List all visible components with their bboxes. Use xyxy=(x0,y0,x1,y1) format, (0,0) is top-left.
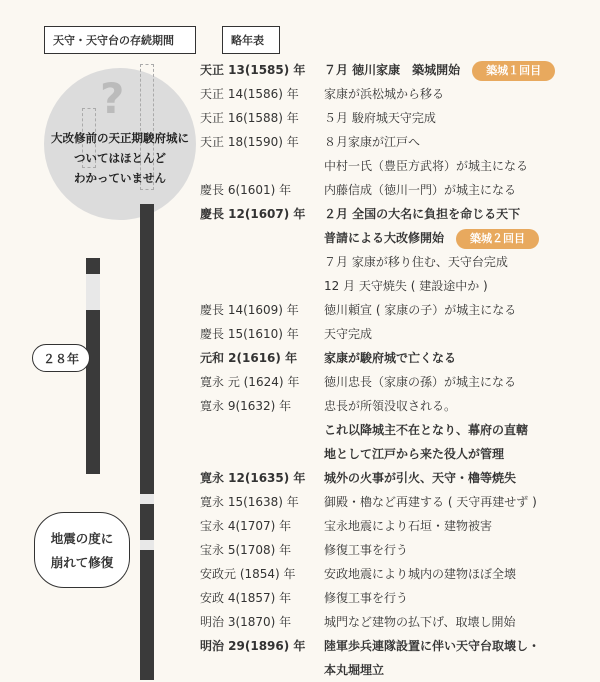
event-text xyxy=(324,178,516,202)
duration-label: ２８年 xyxy=(32,344,90,372)
timeline-row xyxy=(200,298,600,322)
event-text xyxy=(324,418,528,442)
event-text xyxy=(324,610,516,634)
bar-gap xyxy=(140,540,154,550)
timeline-row xyxy=(200,562,600,586)
event-label: 中村一氏（豊臣方武将）が城主になる xyxy=(324,159,529,173)
event-label: 本丸堀埋立 xyxy=(324,663,385,677)
era-date: 寛永 9(1632) 年 xyxy=(200,399,292,413)
event-label: ２月 全国の大名に負担を命じる天下 xyxy=(324,207,521,221)
timeline-row xyxy=(200,202,600,226)
event-label: 12 月 天守焼失 ( 建設途中か ) xyxy=(324,279,488,293)
era-date: 慶長 12(1607) 年 xyxy=(200,207,306,221)
event-text xyxy=(324,154,528,178)
era-date: 天正 16(1588) 年 xyxy=(200,111,299,125)
timeline-row xyxy=(200,58,600,82)
event-text xyxy=(324,202,520,226)
event-text xyxy=(324,106,436,130)
event-text xyxy=(324,490,537,514)
era-date: 天正 14(1586) 年 xyxy=(200,87,299,101)
tower-base-duration-bar xyxy=(140,204,154,680)
event-label: 修復工事を行う xyxy=(324,591,409,605)
chronology-header: 略年表 xyxy=(222,26,280,54)
era-date: 慶長 15(1610) 年 xyxy=(200,327,299,341)
era-date: 元和 2(1616) 年 xyxy=(200,351,298,365)
era-date: 明治 3(1870) 年 xyxy=(200,615,292,629)
event-label: ５月 駿府城天守完成 xyxy=(324,111,436,125)
timeline-row xyxy=(200,418,600,442)
event-label: 徳川頼宣 ( 家康の子）が城主になる xyxy=(324,303,517,317)
timeline-row xyxy=(200,82,600,106)
event-text xyxy=(324,130,420,154)
event-text xyxy=(324,514,492,538)
event-label: 御殿・櫓など再建する ( 天守再建せず ) xyxy=(324,495,537,509)
event-text xyxy=(324,394,456,418)
timeline-row xyxy=(200,394,600,418)
event-text xyxy=(324,466,516,490)
period-header: 天守・天守台の存続期間 xyxy=(44,26,196,54)
timeline-row xyxy=(200,178,600,202)
event-label: ８月家康が江戸へ xyxy=(324,135,421,149)
timeline-row xyxy=(200,346,600,370)
event-label: 地として江戸から来た役人が管理 xyxy=(324,447,505,461)
event-text xyxy=(324,226,539,250)
timeline-row xyxy=(200,154,600,178)
era-date: 天正 13(1585) 年 xyxy=(200,63,306,77)
event-label: 修復工事を行う xyxy=(324,543,409,557)
timeline-row xyxy=(200,538,600,562)
event-label: 忠長が所領没収される。 xyxy=(324,399,457,413)
timeline-row xyxy=(200,442,600,466)
era-date: 慶長 14(1609) 年 xyxy=(200,303,299,317)
event-label: 城外の火事が引火、天守・櫓等焼失 xyxy=(324,471,517,485)
timeline-row xyxy=(200,514,600,538)
earthquake-label: 地震の度に 崩れて修復 xyxy=(34,512,130,588)
era-date: 慶長 6(1601) 年 xyxy=(200,183,292,197)
event-label: 宝永地震により石垣・建物被害 xyxy=(324,519,493,533)
timeline-row xyxy=(200,226,600,250)
era-date: 天正 18(1590) 年 xyxy=(200,135,299,149)
event-label: ７月 家康が移り住む、天守台完成 xyxy=(324,255,508,269)
event-text xyxy=(324,274,488,298)
era-date: 明治 29(1896) 年 xyxy=(200,639,306,653)
event-text xyxy=(324,634,540,658)
event-text xyxy=(324,250,508,274)
event-text xyxy=(324,370,516,394)
event-label: 普請による大改修開始 xyxy=(324,231,445,245)
era-date: 寛永 12(1635) 年 xyxy=(200,471,306,485)
timeline-row xyxy=(200,370,600,394)
unknown-note: 大改修前の天正期駿府城に ついてはほとんど わかっていません xyxy=(51,131,189,185)
timeline-row xyxy=(200,130,600,154)
timeline-row xyxy=(200,658,600,682)
event-text xyxy=(324,82,444,106)
timeline-row xyxy=(200,322,600,346)
question-mark: ? xyxy=(100,74,125,123)
era-date: 宝永 4(1707) 年 xyxy=(200,519,292,533)
timeline-row xyxy=(200,610,600,634)
event-label: 安政地震により城内の建物ほぼ全壊 xyxy=(324,567,517,581)
event-label: 陸軍歩兵連隊設置に伴い天守台取壊し・ xyxy=(324,639,541,653)
event-text xyxy=(324,658,384,682)
era-date: 寛永 元 (1624) 年 xyxy=(200,375,300,389)
event-label: 内藤信成（徳川一門）が城主になる xyxy=(324,183,517,197)
construction-badge: 築城１回目 xyxy=(472,61,555,81)
event-text xyxy=(324,538,408,562)
timeline-row xyxy=(200,106,600,130)
era-date: 安政 4(1857) 年 xyxy=(200,591,292,605)
event-label: 家康が浜松城から移る xyxy=(324,87,445,101)
event-label: 天守完成 xyxy=(324,327,373,341)
timeline-row xyxy=(200,586,600,610)
timeline-row xyxy=(200,490,600,514)
event-text xyxy=(324,322,372,346)
era-date: 寛永 15(1638) 年 xyxy=(200,495,299,509)
event-text xyxy=(324,586,408,610)
event-label: 家康が駿府城で亡くなる xyxy=(324,351,457,365)
era-date: 安政元 (1854) 年 xyxy=(200,567,296,581)
event-text xyxy=(324,346,456,370)
bar-gap xyxy=(86,274,100,310)
timeline-row xyxy=(200,274,600,298)
era-date: 宝永 5(1708) 年 xyxy=(200,543,292,557)
construction-badge: 築城２回目 xyxy=(456,229,539,249)
event-label: これ以降城主不在となり、幕府の直轄 xyxy=(324,423,529,437)
timeline-row xyxy=(200,634,600,658)
event-text xyxy=(324,562,516,586)
event-label: 城門など建物の払下げ、取壊し開始 xyxy=(324,615,516,629)
timeline-row xyxy=(200,250,600,274)
event-text xyxy=(324,442,504,466)
event-text xyxy=(324,298,516,322)
event-label: ７月 徳川家康 築城開始 xyxy=(324,63,461,77)
event-label: 徳川忠長（家康の孫）が城主になる xyxy=(324,375,517,389)
event-text xyxy=(324,58,555,82)
bar-gap xyxy=(140,494,154,504)
timeline-row xyxy=(200,466,600,490)
